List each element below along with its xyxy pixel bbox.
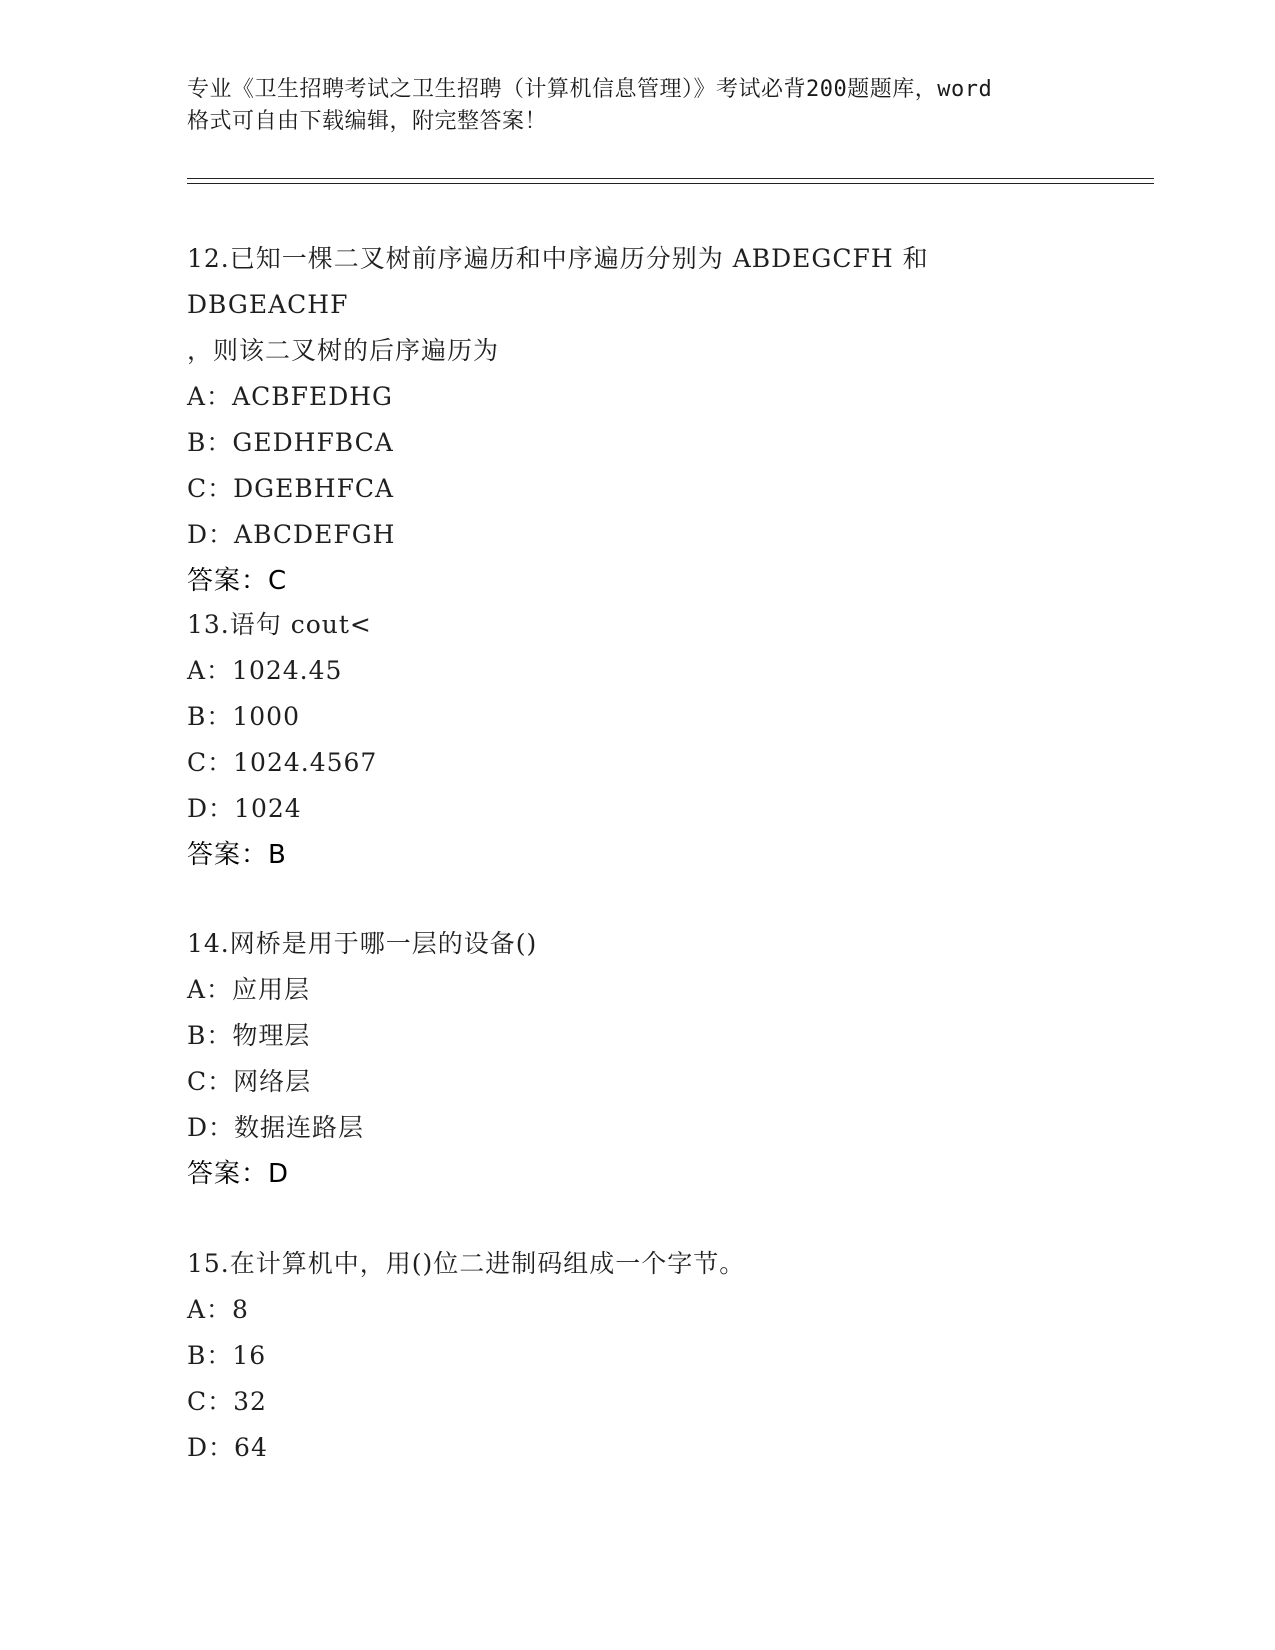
option-b: B：物理层	[187, 1021, 311, 1050]
option-c: C：DGEBHFCA	[187, 474, 395, 503]
option-c: C：1024.4567	[187, 748, 378, 777]
option-d: D：数据连路层	[187, 1113, 365, 1142]
question-14	[187, 921, 1087, 1197]
answer-line: 答案：C	[187, 566, 288, 596]
option-c: C：网络层	[187, 1067, 312, 1096]
option-c: C：32	[187, 1387, 267, 1416]
question-stem: 12.已知一棵二叉树前序遍历和中序遍历分别为 ABDEGCFH 和 DBGEACHF	[187, 244, 929, 319]
answer-line: 答案：D	[187, 1159, 290, 1189]
question-13	[187, 602, 1087, 878]
option-a: A：1024.45	[187, 656, 343, 685]
option-a: A：8	[187, 1295, 249, 1324]
header-line-2: 格式可自由下载编辑，附完整答案！	[187, 109, 548, 134]
option-d: D：1024	[187, 794, 302, 823]
answer-line: 答案：B	[187, 840, 287, 870]
header-divider-bottom	[187, 183, 1154, 184]
option-b: B：GEDHFBCA	[187, 428, 394, 457]
header-divider-top	[187, 178, 1154, 179]
question-stem: 13.语句 cout<	[187, 610, 372, 639]
question-stem-continued: ，则该二叉树的后序遍历为	[187, 336, 500, 365]
option-d: D：64	[187, 1433, 268, 1462]
option-b: B：16	[187, 1341, 267, 1370]
option-b: B：1000	[187, 702, 300, 731]
header-line-1: 专业《卫生招聘考试之卫生招聘（计算机信息管理）》考试必背200题题库，word	[187, 77, 993, 102]
option-a: A：应用层	[187, 975, 311, 1004]
question-15	[187, 1241, 1087, 1471]
document-header	[187, 74, 1087, 138]
question-stem: 15.在计算机中，用()位二进制码组成一个字节。	[187, 1249, 746, 1278]
option-d: D：ABCDEFGH	[187, 520, 396, 549]
question-stem: 14.网桥是用于哪一层的设备()	[187, 929, 538, 958]
option-a: A：ACBFEDHG	[187, 382, 394, 411]
question-12	[187, 236, 1087, 604]
